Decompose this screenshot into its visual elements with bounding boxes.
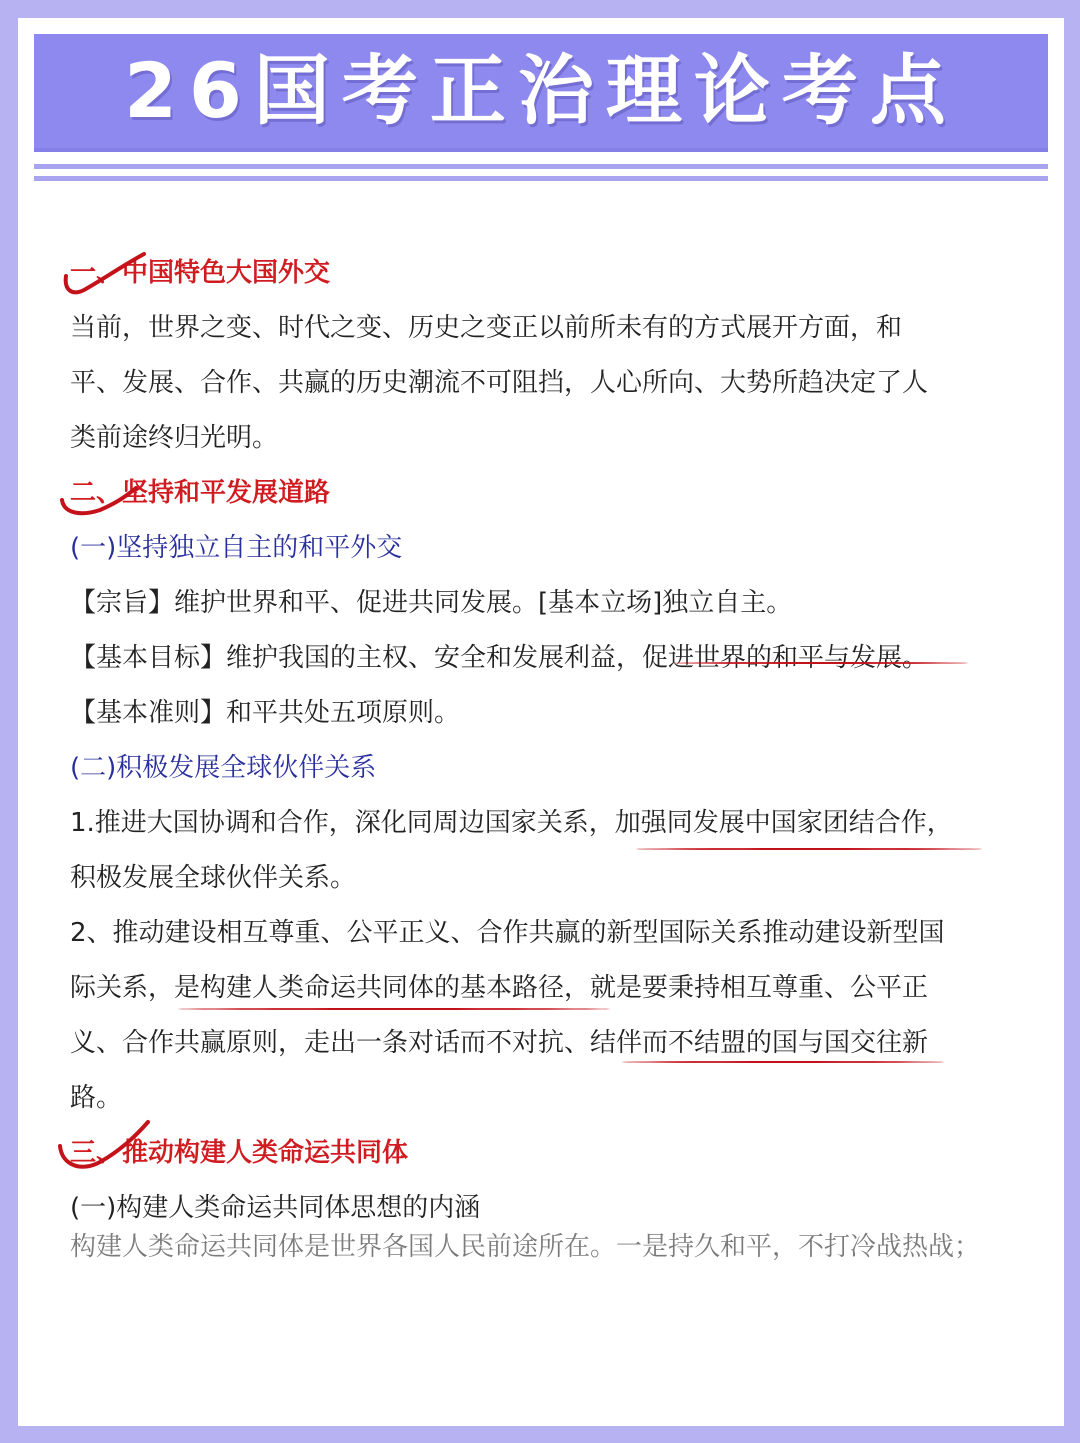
title-banner (34, 34, 1048, 152)
check-mark-icon (56, 464, 146, 524)
section-heading-1: 一、中国特色大国外交 (70, 258, 331, 288)
underline-mark (622, 1061, 944, 1063)
underline-mark (636, 848, 982, 850)
underline-mark (674, 662, 968, 664)
paragraph-line: 积极发展全球伙伴关系。 (70, 863, 357, 893)
check-mark-icon (62, 246, 152, 306)
paragraph-line: 2、推动建设相互尊重、公平正义、合作共赢的新型国际关系推动建设新型国 (70, 918, 945, 948)
underline-mark (178, 1008, 610, 1010)
paragraph-line: 际关系，是构建人类命运共同体的基本路径，就是要秉持相互尊重、公平正 (70, 973, 929, 1003)
divider-line (34, 164, 1048, 169)
paragraph-line: 1.推进大国协调和合作，深化同周边国家关系，加强同发展中国家团结合作， (70, 808, 953, 838)
cut-off-line: 构建人类命运共同体是世界各国人民前途所在。一是持久和平，不打冷战热战； (70, 1232, 981, 1262)
subheading: (一)坚持独立自主的和平外交 (70, 533, 403, 563)
paragraph-line: (一)构建人类命运共同体思想的内涵 (70, 1193, 481, 1223)
page-title: 26国考正治理论考点 (124, 46, 958, 135)
section-heading-2: 二、坚持和平发展道路 (70, 478, 331, 508)
paragraph-line: 类前途终归光明。 (70, 423, 279, 453)
paragraph-line: 义、合作共赢原则，走出一条对话而不对抗、结伴而不结盟的国与国交往新 (70, 1028, 929, 1058)
document-sheet (18, 18, 1064, 1426)
paragraph-line: 【基本目标】维护我国的主权、安全和发展利益，促进世界的和平与发展。 (70, 643, 929, 673)
paragraph-line: 当前，世界之变、时代之变、历史之变正以前所未有的方式展开方面，和 (70, 313, 903, 343)
paragraph-line: 【宗旨】维护世界和平、促进共同发展。[基本立场]独立自主。 (70, 588, 793, 618)
section-heading-3: 三、推动构建人类命运共同体 (70, 1138, 409, 1168)
divider-line (34, 176, 1048, 181)
paragraph-line: 【基本准则】和平共处五项原则。 (70, 698, 461, 728)
check-mark-icon (56, 1118, 156, 1178)
paragraph-line: 路。 (70, 1083, 123, 1113)
subheading: (二)积极发展全球伙伴关系 (70, 753, 377, 783)
paragraph-line: 平、发展、合作、共赢的历史潮流不可阻挡，人心所向、大势所趋决定了人 (70, 368, 929, 398)
